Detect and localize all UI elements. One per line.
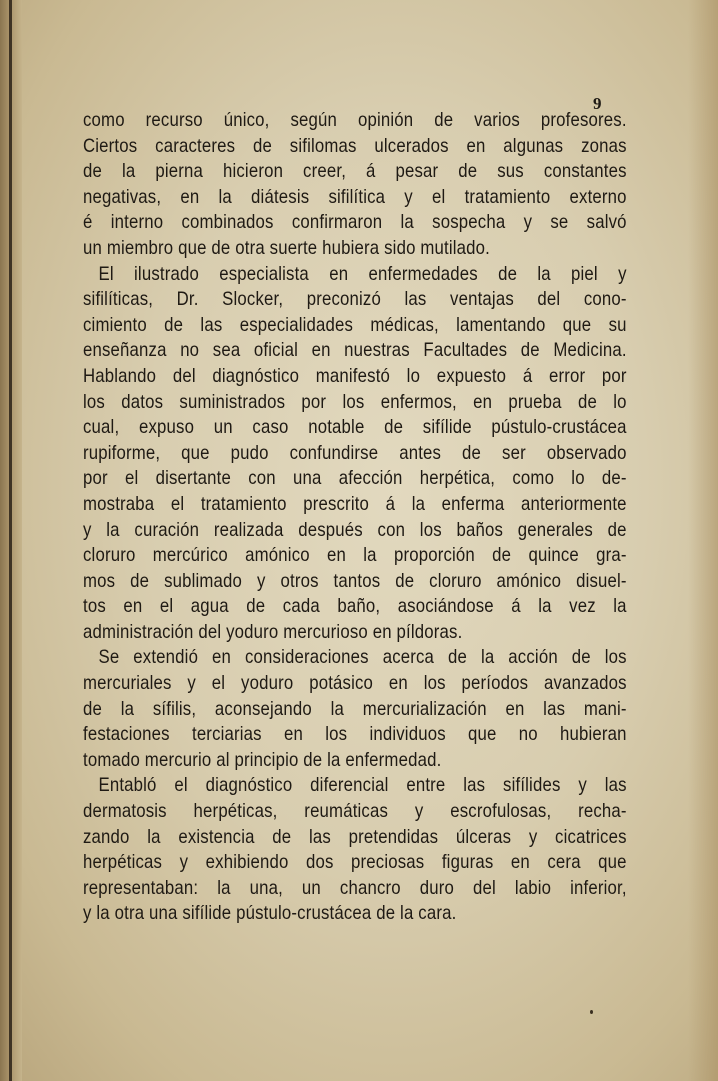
text-line: Entabló el diagnóstico diferencial entre las sifílides y las — [98, 774, 627, 797]
text-line: mercuriales y el yoduro potásico en los períodos avanzados — [83, 672, 627, 695]
page-edge-shadow — [688, 0, 718, 1081]
ink-speck — [590, 1010, 593, 1014]
text-line: y la curación realizada después con los baños generales de — [83, 518, 627, 541]
text-line: los datos suministrados por los enfermos, en prueba de lo — [83, 390, 627, 413]
text-line: y la otra una sifílide pústulo-crustácea de la cara. — [83, 902, 457, 925]
text-line: administración del yoduro mercurioso en píldoras. — [83, 620, 463, 643]
page-number: 9 — [593, 94, 602, 113]
text-line: zando la existencia de las pretendidas úlceras y cicatrices — [83, 825, 627, 848]
paragraph — [83, 262, 628, 646]
text-line: un miembro que de otra suerte hubiera sido mutilado. — [83, 236, 490, 259]
text-line: cimiento de las especialidades médicas, lamentando que su — [83, 313, 627, 336]
text-line: cloruro mercúrico amónico en la proporción de quince gra- — [83, 544, 627, 567]
text-line: festaciones terciarias en los individuos que no hubieran — [83, 723, 627, 746]
text-line: representaban: la una, un chancro duro del labio inferior, — [83, 876, 627, 899]
text-line: rupiforme, que pudo confundirse antes de ser observado — [83, 441, 627, 464]
text-line: tos en el agua de cada baño, asociándose á la vez la — [83, 595, 627, 618]
body-text — [83, 108, 628, 927]
text-line: é interno combinados confirmaron la sospecha y se salvó — [83, 211, 627, 234]
text-line: por el disertante con una afección herpética, como lo de- — [83, 467, 627, 490]
text-line: como recurso único, según opinión de varios profesores. — [83, 109, 627, 131]
text-line: El ilustrado especialista en enfermedades de la piel y — [98, 262, 627, 285]
paragraph — [83, 108, 628, 262]
text-line: Ciertos caracteres de sifilomas ulcerados en algunas zonas — [83, 134, 627, 157]
text-line: mos de sublimado y otros tantos de cloruro amónico disuel- — [83, 569, 627, 592]
text-line: dermatosis herpéticas, reumáticas y escrofulosas, recha- — [83, 800, 627, 823]
paragraph — [83, 773, 628, 927]
text-line: tomado mercurio al principio de la enfermedad. — [83, 748, 442, 771]
text-line: Se extendió en consideraciones acerca de la acción de los — [98, 646, 627, 669]
text-line: mostraba el tratamiento prescrito á la enferma anteriormente — [83, 492, 627, 515]
text-line: herpéticas y exhibiendo dos preciosas figuras en cera que — [83, 851, 627, 874]
paragraph — [83, 645, 628, 773]
text-line: de la pierna hicieron creer, á pesar de sus constantes — [83, 160, 627, 183]
text-line: negativas, en la diátesis sifilítica y el tratamiento externo — [83, 185, 627, 208]
text-line: sifilíticas, Dr. Slocker, preconizó las ventajas del cono- — [83, 288, 627, 311]
text-line: Hablando del diagnóstico manifestó lo expuesto á error por — [83, 364, 627, 387]
text-line: enseñanza no sea oficial en nuestras Facultades de Medicina. — [83, 339, 627, 362]
text-line: cual, expuso un caso notable de sifílide pústulo-crustácea — [83, 416, 627, 439]
binding-edge — [9, 0, 12, 1081]
text-line: de la sífilis, aconsejando la mercurialización en las mani- — [83, 697, 627, 720]
